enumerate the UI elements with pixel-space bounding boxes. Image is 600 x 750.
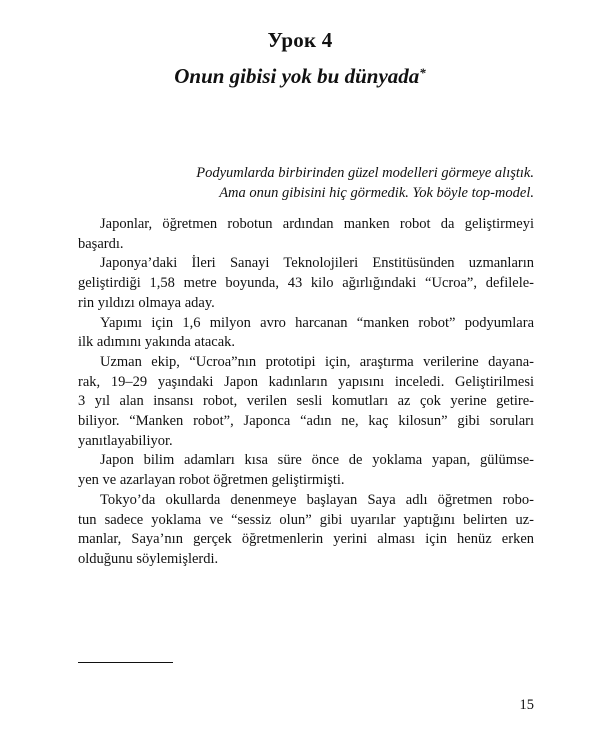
text-line: rin yıldızı olmaya aday. [78,294,215,311]
text-line: yanıtlayabiliyor. [78,432,173,449]
subtitle-text: Onun gibisi yok bu dünyada [174,64,420,88]
paragraph [78,353,534,452]
text-line: Uzman ekip, “Ucroa”nın prototipi için, araştırma verilerine dayana- [100,353,534,370]
epigraph-line: Podyumlarda birbirinden güzel modelleri görmeye alıştık. [196,165,534,181]
text-line: manlar, Saya’nın gerçek öğretmenlerin yerini alması için henüz erken [78,531,534,548]
footnote-marker: * [419,65,426,80]
text-line: Japon bilim adamları kısa süre önce de yoklama yapan, gülümse- [100,452,534,469]
text-line: Tokyo’da okullarda denenmeye başlayan Saya adlı öğretmen robo- [100,491,534,508]
paragraph [78,314,534,353]
text-line: ilk adımını yakında atacak. [78,334,236,351]
body-text [78,215,534,570]
text-line: başardı. [78,235,124,252]
page-number: 15 [519,697,534,713]
text-line: yen ve azarlayan robot öğretmen geliştirmişti. [78,472,345,489]
text-line: Japonya’daki İleri Sanayi Teknolojileri Enstitüsünden uzmanların [100,255,534,272]
text-line: rak, 19–29 yaşındaki Japon kadınların yapısını inceledi. Geliştirilmesi [78,373,534,390]
text-line: biliyor. “Manken robot”, Japonca “adın ne, kaç kilosun” gibi soruları [78,413,534,430]
text-line: tun sadece yoklama ve “sessiz olun” gibi uyarılar yaptığını belirten uz- [78,511,534,528]
paragraph [78,215,534,254]
text-line: 3 yıl alan insansı robot, verilen sesli komutları az çok yerine getire- [78,393,534,410]
epigraph-line: Ama onun gibisini hiç görmedik. Yok böyle top-model. [219,185,534,201]
footnote-divider [78,662,173,663]
lesson-title: Урок 4 [267,28,333,52]
text-line: geliştirdiği 1,58 metre boyunda, 43 kilo ağırlığındaki “Ucroa”, defilele- [78,275,534,292]
paragraph [78,254,534,313]
text-line: Japonlar, öğretmen robotun ardından manken robot da geliştirmeyi [100,216,534,232]
epigraph [104,163,534,203]
paragraph [78,451,534,490]
paragraph [78,491,534,570]
text-line: olduğunu söylemişlerdi. [78,550,219,567]
text-line: Yapımı için 1,6 milyon avro harcanan “manken robot” podyumlara [100,314,534,331]
lesson-subtitle [0,64,600,89]
